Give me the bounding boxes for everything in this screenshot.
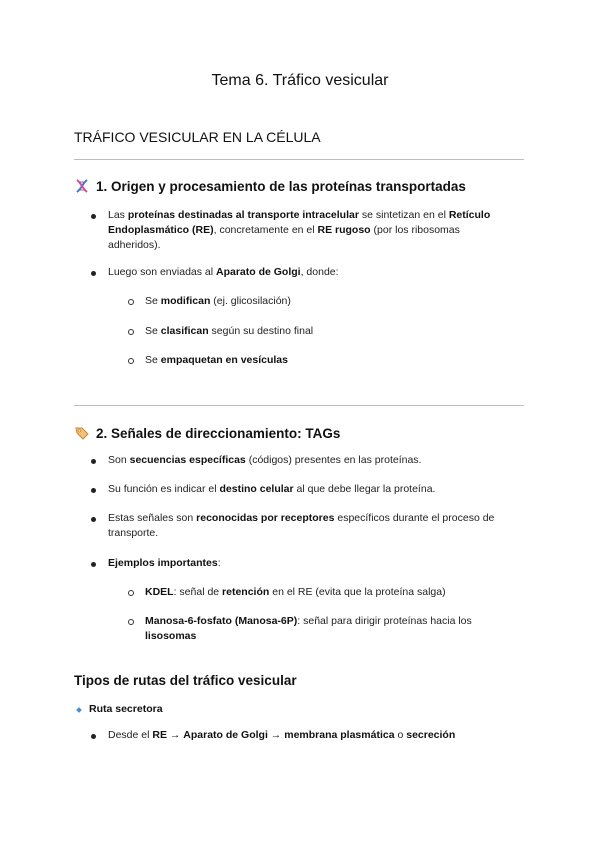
bullet-icon [91, 459, 96, 464]
routes-heading: Tipos de rutas del tráfico vesicular [74, 673, 297, 688]
sub-list-item: KDEL: señal de retención en el RE (evita que la proteína salga) [145, 586, 446, 598]
tag-icon [74, 425, 90, 441]
diamond-bullet-icon [76, 707, 82, 713]
sub-list-item: Manosa-6-fosfato (Manosa-6P): señal para dirigir proteínas hacia los lisosomas [145, 615, 472, 642]
divider [74, 159, 524, 160]
list-item: Luego son enviadas al Aparato de Golgi, donde: [108, 266, 339, 278]
dna-icon [74, 178, 90, 194]
sub-list-item: Se modifican (ej. glicosilación) [145, 295, 291, 307]
section1-heading-text: 1. Origen y procesamiento de las proteínas transportadas [96, 178, 466, 194]
bullet-icon [91, 271, 96, 276]
list-item: Desde el RE → Aparato de Golgi → membrana plasmática o secreción [108, 729, 456, 741]
list-item: Estas señales son reconocidas por receptores específicos durante el proceso de transporte. [108, 512, 495, 539]
section1-heading [74, 178, 466, 194]
list-item: Su función es indicar el destino celular al que debe llegar la proteína. [108, 483, 436, 495]
sub-list-item: Se clasifican según su destino final [145, 325, 314, 337]
bullet-icon [91, 562, 96, 567]
divider [74, 405, 524, 406]
document-title: Tema 6. Tráfico vesicular [211, 72, 389, 89]
list-item: Ejemplos importantes: [108, 557, 221, 569]
bullet-icon [91, 517, 96, 522]
sub-bullet-icon [128, 358, 134, 364]
bullet-icon [91, 488, 96, 493]
bullet-icon [91, 734, 96, 739]
list-item: Son secuencias específicas (códigos) presentes en las proteínas. [108, 454, 422, 466]
section2-heading-text: 2. Señales de direccionamiento: TAGs [96, 425, 341, 441]
section2-heading [74, 425, 340, 441]
bullet-icon [91, 214, 96, 219]
sub-bullet-icon [128, 299, 134, 305]
section-title: TRÁFICO VESICULAR EN LA CÉLULA [74, 129, 321, 145]
sub-bullet-icon [128, 329, 134, 335]
route-label: Ruta secretora [89, 703, 163, 715]
list-item: Las proteínas destinadas al transporte intracelular se sintetizan en el Retículo Endoplasmático (RE), concretamente en el RE rugoso (por los ribosomas adheridos). [108, 209, 491, 251]
sub-list-item: Se empaquetan en vesículas [145, 354, 288, 366]
sub-bullet-icon [128, 619, 134, 625]
sub-bullet-icon [128, 590, 134, 596]
